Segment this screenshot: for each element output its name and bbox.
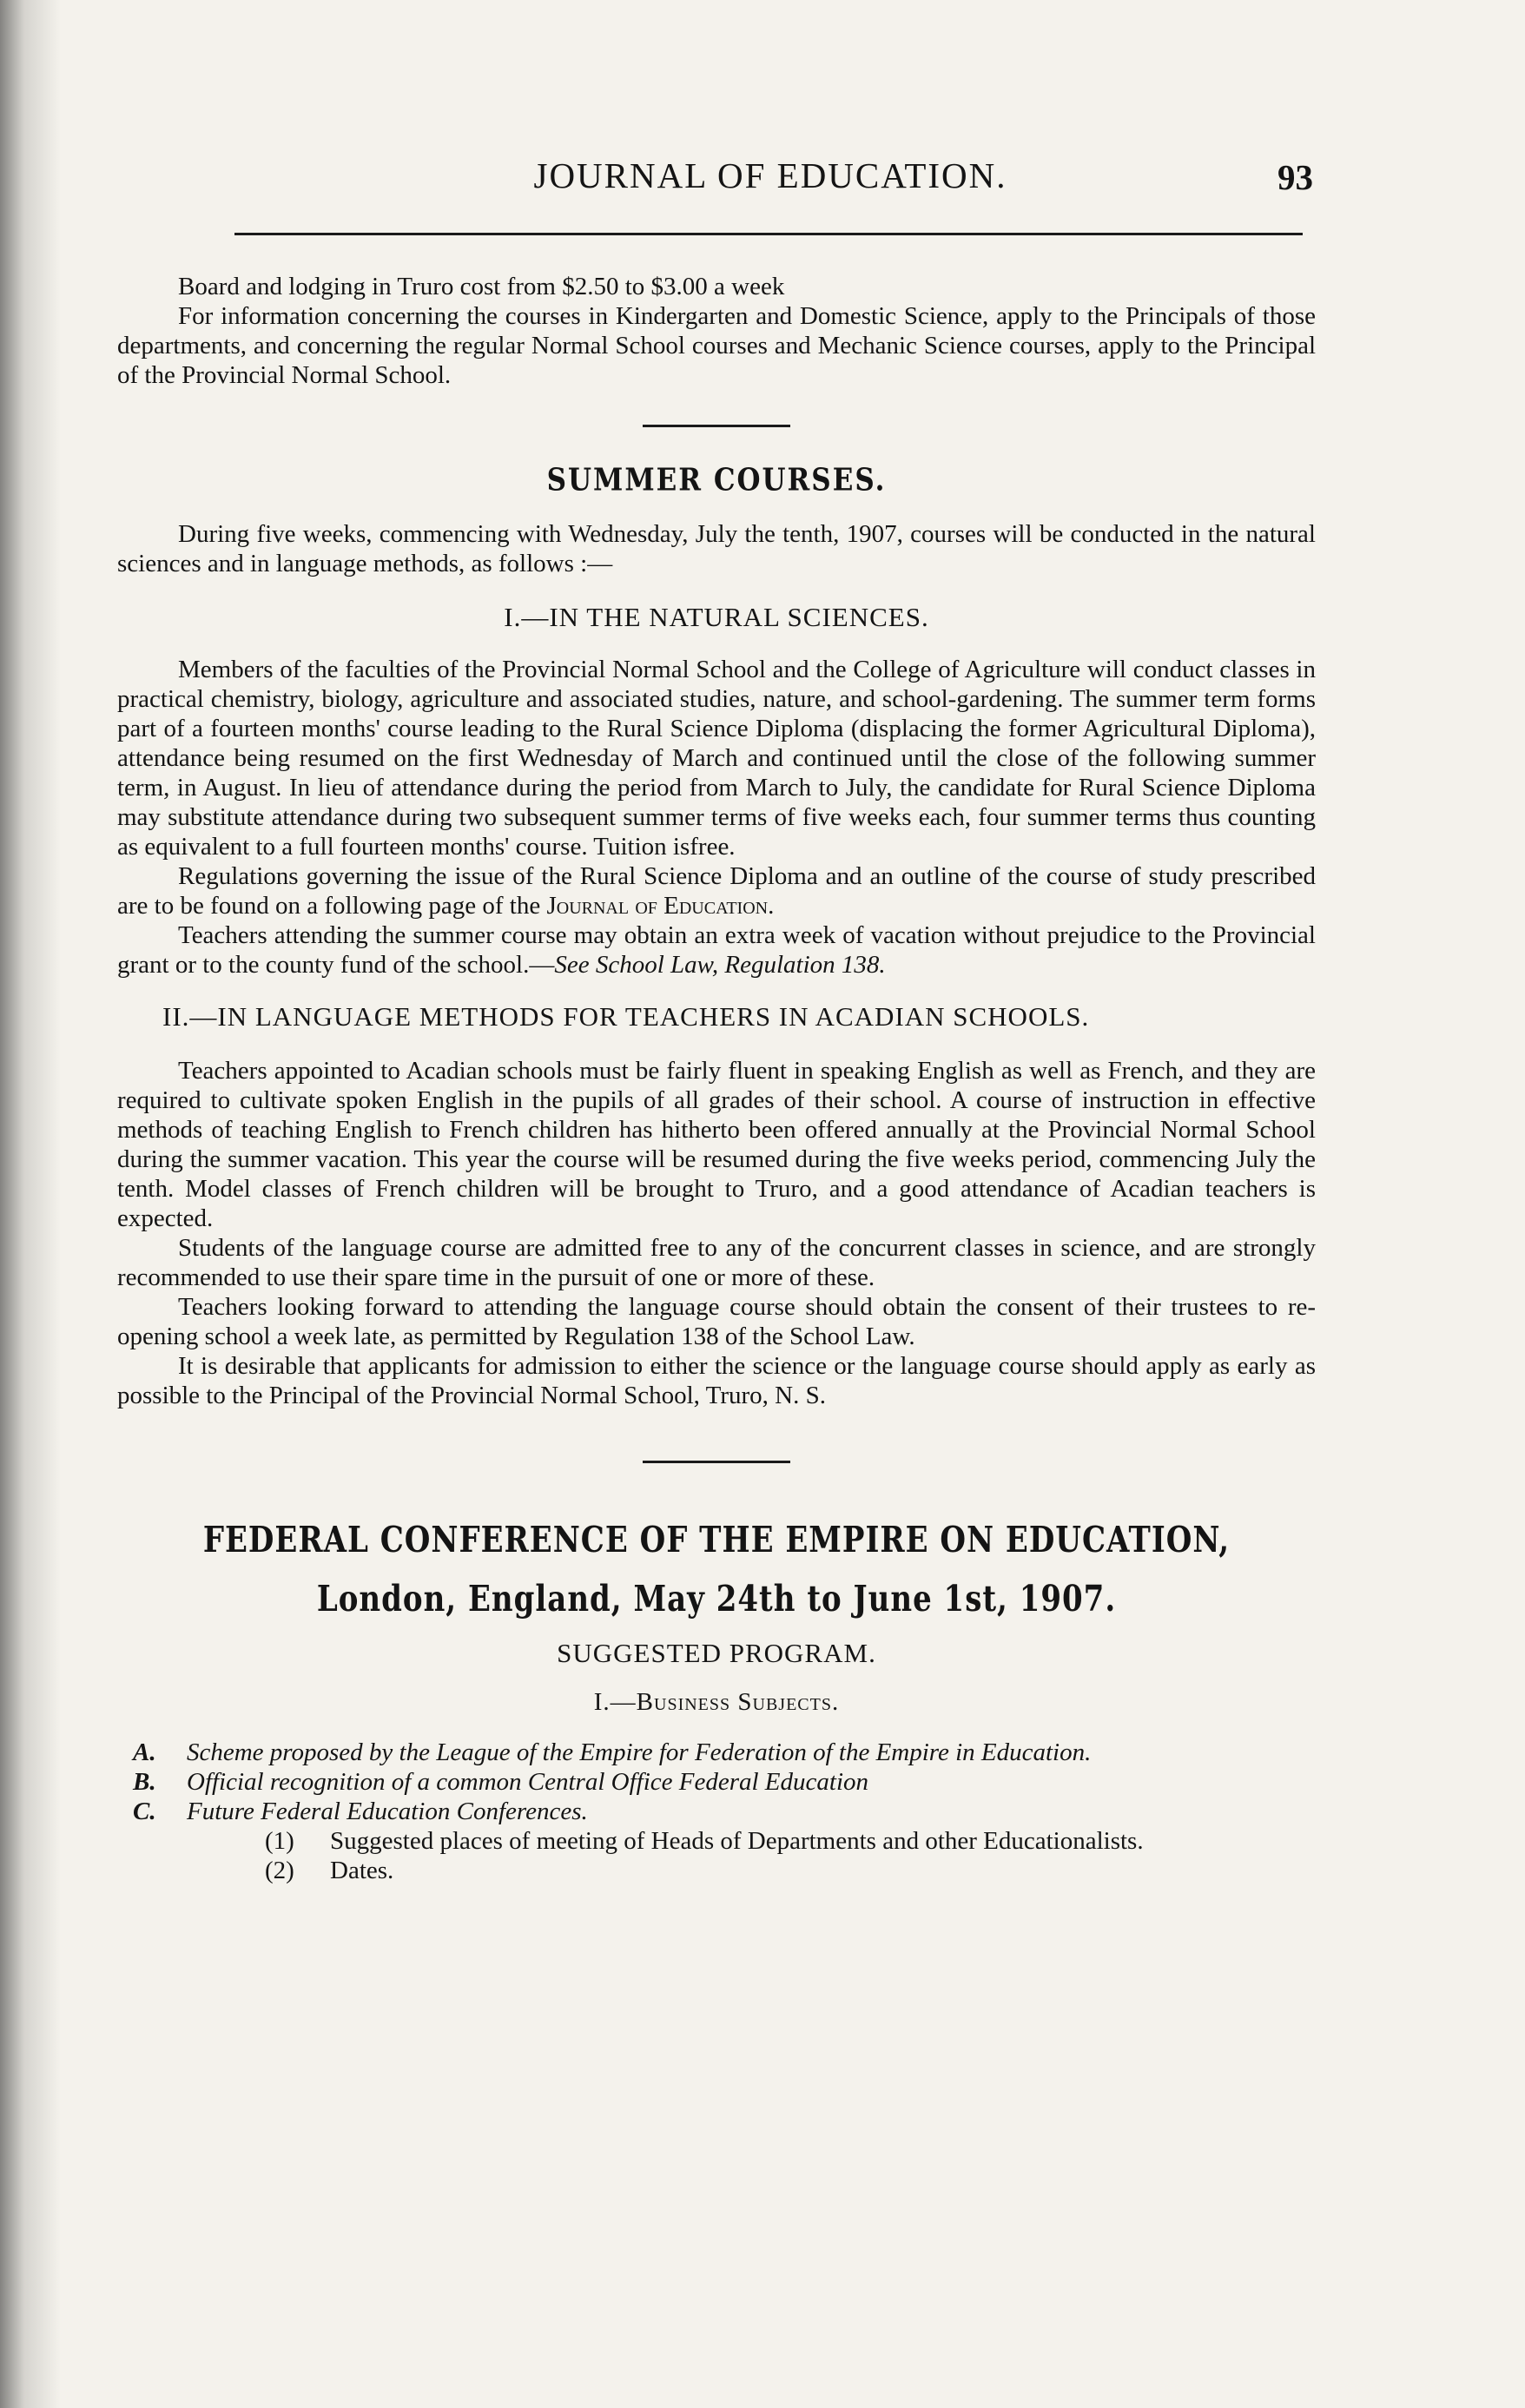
- program-item-label: B.: [133, 1768, 156, 1796]
- page-number: 93: [1277, 157, 1313, 197]
- program-item-label: A.: [133, 1738, 156, 1766]
- language-methods-paragraph-3: Teachers looking forward to attending the language course should obtain the consent of their trustees to re-opening school a week late, as permitted by Regulation 138 of the School Law.: [117, 1293, 1316, 1350]
- business-subjects-heading: I.—Business Subjects.: [593, 1688, 840, 1716]
- program-item-text: Future Federal Education Conferences.: [187, 1798, 588, 1825]
- program-item-c: [117, 1797, 1316, 1826]
- program-item-text: Scheme proposed by the League of the Empire for Federation of the Empire in Education.: [187, 1738, 1092, 1766]
- program-subitem-text: Suggested places of meeting of Heads of Departments and other Educationalists.: [330, 1827, 1144, 1855]
- board-lodging-line: Board and lodging in Truro cost from $2.50 to $3.00 a week: [178, 273, 785, 300]
- natural-sciences-paragraph-3: [117, 920, 1316, 980]
- program-item-label: C.: [133, 1798, 156, 1825]
- language-methods-paragraph-4: It is desirable that applicants for admission to either the science or the language course should apply as early as possible to the Principal of the Provincial Normal School, Truro, N. S.: [117, 1352, 1316, 1409]
- regulations-text: Regulations governing the issue of the Rural Science Diploma and an outline of the course of study prescribed are to be found on a following page of the: [117, 862, 1316, 920]
- regulations-end: .: [768, 892, 775, 920]
- conference-location-date: London, England, May 24th to June 1st, 1907.: [316, 1579, 1117, 1620]
- school-law-reference: See School Law, Regulation 138.: [554, 951, 886, 979]
- program-item-text: Official recognition of a common Central Office Federal Education: [187, 1768, 869, 1796]
- natural-sciences-paragraph-1: Members of the faculties of the Provincial Normal School and the College of Agriculture will conduct classes in practical chemistry, biology, agriculture and associated studies, nature, and school-gardening. The summer term forms part of a fourteen months' course leading to the Rural Science Diploma (displacing the former Agricultural Diploma), attendance being resumed on the first Wednesday of March and continued until the close of the following summer term, in August. In lieu of attendance during the period from March to July, the candidate for Rural Science Diploma may substitute attendance during two subsequent summer terms of five weeks each, four summer terms thus counting as equivalent to a full fourteen months' course. Tuition isfree.: [117, 656, 1316, 861]
- section-divider-2: [643, 1461, 790, 1463]
- program-subitem-2: [117, 1856, 1316, 1885]
- page-header: [228, 155, 1313, 207]
- suggested-program-heading: SUGGESTED PROGRAM.: [557, 1638, 876, 1668]
- federal-conference-heading: FEDERAL CONFERENCE OF THE EMPIRE ON EDUCATION,: [202, 1520, 1231, 1561]
- program-subitem-text: Dates.: [330, 1857, 394, 1884]
- page-binding-shadow: [0, 0, 61, 2408]
- information-paragraph: For information concerning the courses in Kindergarten and Domestic Science, apply to the Principals of those departments, and concerning the regular Normal School courses and Mechanic Science courses, apply to the Principal of the Provincial Normal School.: [117, 302, 1316, 389]
- program-subitem-1: [117, 1826, 1316, 1856]
- natural-sciences-heading: I.—IN THE NATURAL SCIENCES.: [504, 602, 929, 632]
- program-item-b: [117, 1767, 1316, 1797]
- journal-reference: Journal of Education: [546, 892, 769, 920]
- language-methods-heading: II.—IN LANGUAGE METHODS FOR TEACHERS IN ACADIAN SCHOOLS.: [162, 1001, 1090, 1032]
- program-subitem-number: (2): [265, 1857, 294, 1884]
- section-divider: [643, 425, 790, 427]
- language-methods-paragraph-1: Teachers appointed to Acadian schools must be fairly fluent in speaking English as well as French, and they are required to cultivate spoken English in the pupils of all grades of their school. A course of instruction in effective methods of teaching English to French children has hitherto been offered annually at the Provincial Normal School during the summer vacation. This year the course will be resumed during the five weeks period, commencing July the tenth. Model classes of French children will be brought to Truro, and a good attendance of Acadian teachers is expected.: [117, 1057, 1316, 1232]
- program-subitem-number: (1): [265, 1827, 294, 1855]
- language-methods-paragraph-2: Students of the language course are admitted free to any of the concurrent classes in science, and are strongly recommended to use their spare time in the pursuit of one or more of these.: [117, 1234, 1316, 1291]
- header-rule: [234, 233, 1303, 235]
- program-item-a: [117, 1738, 1316, 1767]
- summer-courses-heading: SUMMER COURSES.: [546, 462, 887, 498]
- page-body: [117, 265, 1316, 1885]
- journal-title: JOURNAL OF EDUCATION.: [533, 155, 1007, 195]
- extra-week-text: Teachers attending the summer course may obtain an extra week of vacation without prejudice to the Provincial grant or to the county fund of the school.—: [117, 921, 1316, 979]
- summer-intro-paragraph: During five weeks, commencing with Wednesday, July the tenth, 1907, courses will be conducted in the natural sciences and in language methods, as follows :—: [117, 520, 1316, 577]
- natural-sciences-paragraph-2: [117, 861, 1316, 920]
